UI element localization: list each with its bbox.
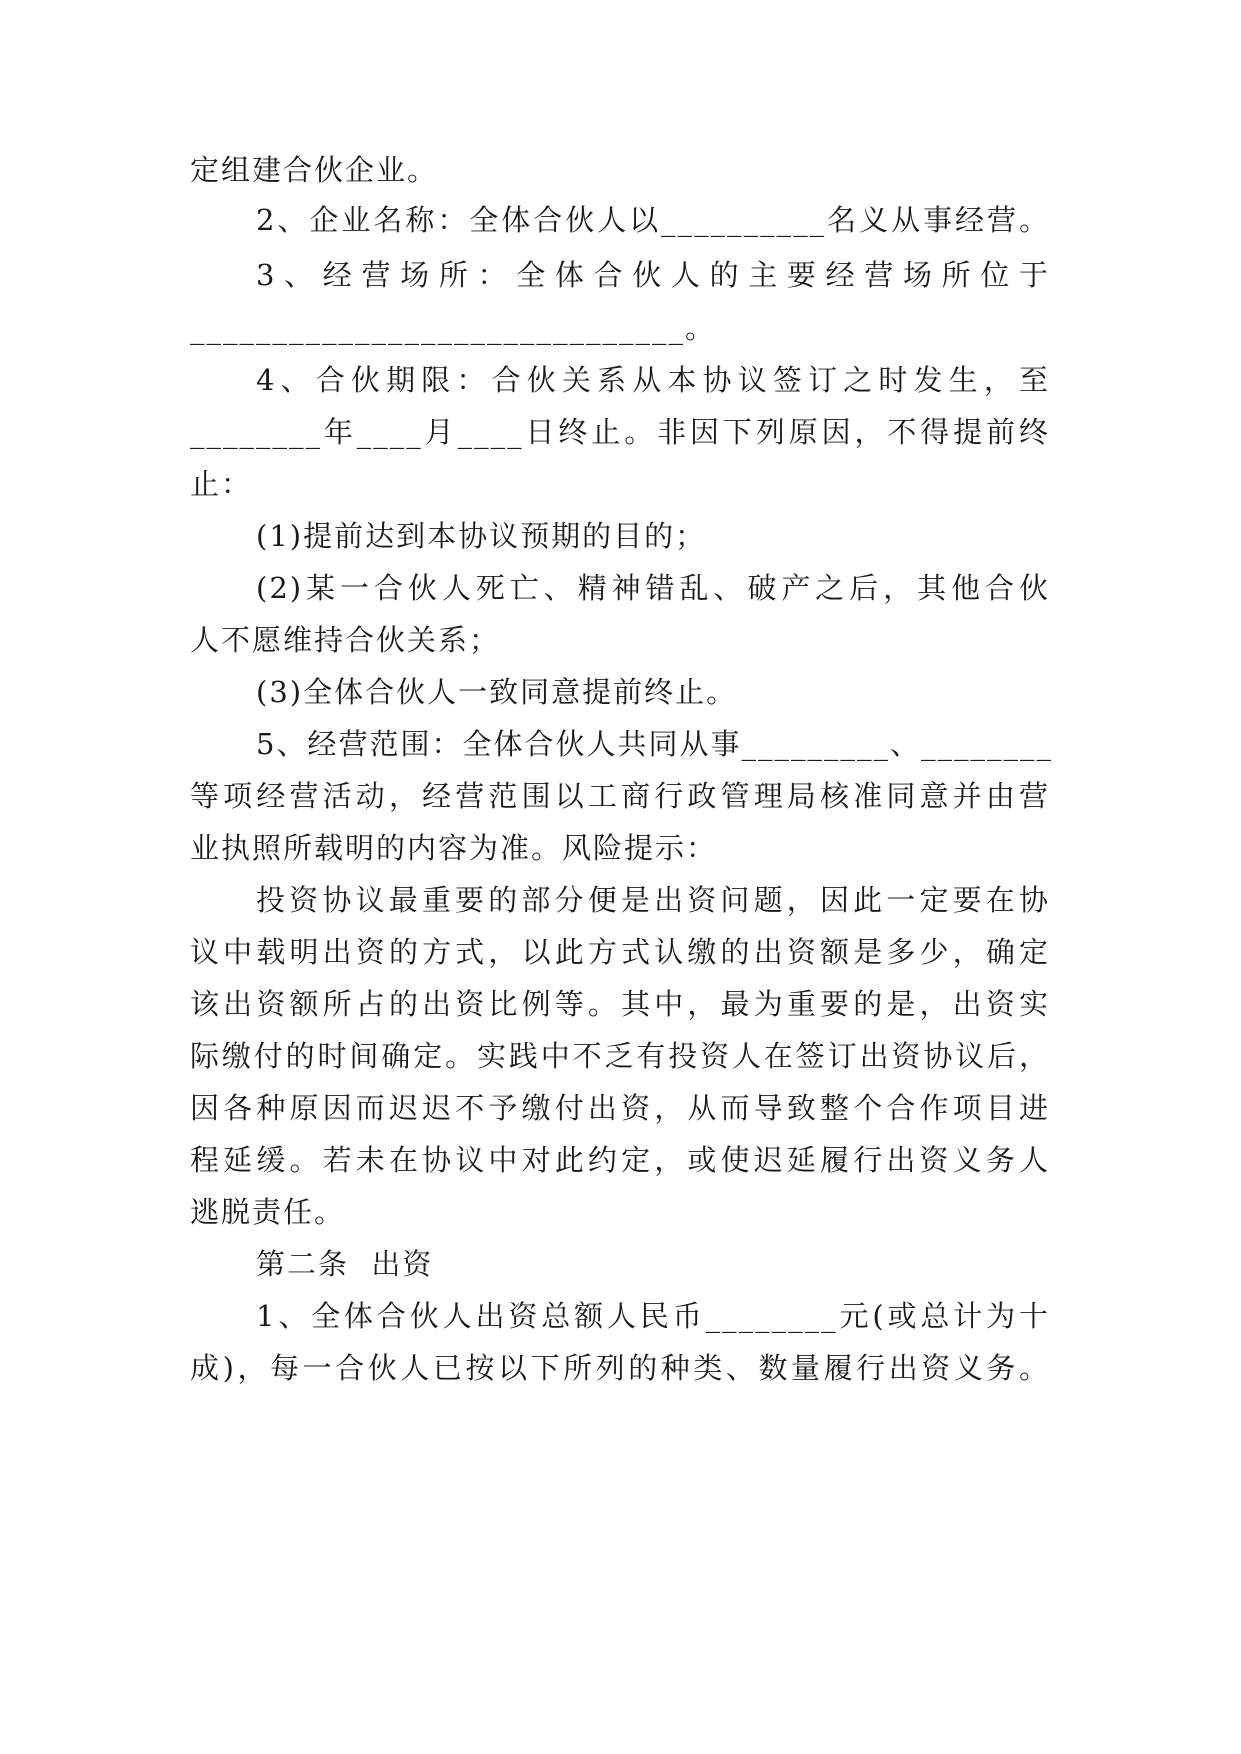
text-line: 4、合伙期限：合伙关系从本协议签订之时发生，至 <box>256 363 1050 397</box>
text-line: 2、企业名称：全体合伙人以__________名义从事经营。 <box>256 203 1050 237</box>
text-line: 1、全体合伙人出资总额人民币________元(或总计为十 <box>256 1299 1050 1333</box>
text-line: 程延缓。若未在协议中对此约定，或使迟延履行出资义务人 <box>190 1143 1050 1177</box>
section-heading: 第二条 出资 <box>256 1247 434 1281</box>
text-line: 逃脱责任。 <box>190 1195 346 1229</box>
text-line: 议中载明出资的方式，以此方式认缴的出资额是多少，确定 <box>190 935 1050 969</box>
text-line: 定组建合伙企业。 <box>190 153 439 187</box>
text-line: 成)，每一合伙人已按以下所列的种类、数量履行出资义务。 <box>190 1351 1050 1385</box>
text-line: 等项经营活动，经营范围以工商行政管理局核准同意并由营 <box>190 779 1050 813</box>
text-line: (2)某一合伙人死亡、精神错乱、破产之后，其他合伙 <box>256 571 1050 605</box>
text-line: (3)全体合伙人一致同意提前终止。 <box>256 675 738 709</box>
text-line: 际缴付的时间确定。实践中不乏有投资人在签订出资协议后， <box>190 1039 1050 1073</box>
text-line: ______________________________。 <box>190 311 717 345</box>
text-line: 业执照所载明的内容为准。风险提示： <box>190 831 718 865</box>
text-line: 3、经营场所：全体合伙人的主要经营场所位于 <box>256 258 1050 292</box>
text-line: 该出资额所占的出资比例等。其中，最为重要的是，出资实 <box>190 987 1050 1021</box>
text-line: 因各种原因而迟迟不予缴付出资，从而导致整个合作项目进 <box>190 1091 1050 1125</box>
text-line: 人不愿维持合伙关系； <box>190 623 501 657</box>
text-line: ________年____月____日终止。非因下列原因，不得提前终 <box>190 415 1050 449</box>
text-line: 5、经营范围：全体合伙人共同从事_________、________ <box>256 727 1053 761</box>
text-line: 止： <box>190 467 253 501</box>
text-line: 投资协议最重要的部分便是出资问题，因此一定要在协 <box>256 883 1050 917</box>
text-line: (1)提前达到本协议预期的目的； <box>256 519 707 553</box>
